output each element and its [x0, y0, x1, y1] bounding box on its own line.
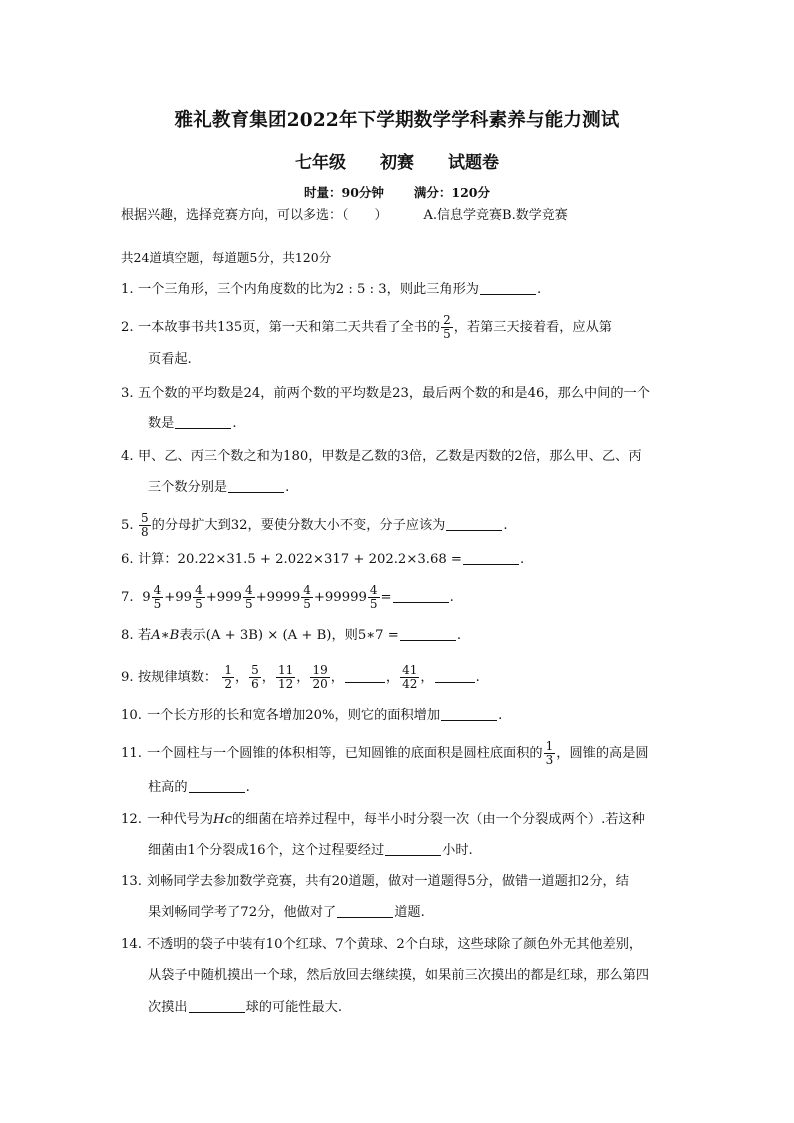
- round-label: 初赛: [380, 153, 414, 173]
- question-text: ，若第三天接着看，应从第: [453, 320, 612, 335]
- question-text: 细菌由1个分裂成16个，这个过程要经过: [148, 843, 385, 858]
- question-number: 12.: [121, 812, 142, 827]
- question-text: ，圆锥的高是圆: [556, 746, 649, 761]
- answer-blank[interactable]: [175, 414, 231, 429]
- question-number: 2.: [121, 320, 134, 335]
- question-text: 一个长方形的长和宽各增加20%，则它的面积增加: [147, 708, 441, 723]
- answer-blank[interactable]: [393, 588, 449, 603]
- question-number: 4.: [121, 449, 134, 464]
- question-1: [121, 280, 541, 300]
- denominator: 5: [303, 597, 311, 611]
- direction-line: [121, 204, 568, 223]
- denominator: 5: [195, 597, 203, 611]
- numerator: 2: [443, 313, 451, 327]
- question-number: 11.: [121, 746, 142, 761]
- question-11: [121, 740, 649, 767]
- question-text: 柱高的: [148, 780, 188, 795]
- fraction: [276, 664, 295, 691]
- equals-sign: =: [380, 590, 392, 605]
- punct: .: [498, 708, 503, 723]
- separator: ，: [330, 670, 344, 685]
- question-13-cont: [148, 903, 425, 923]
- fraction: [368, 584, 380, 611]
- separator: ，: [385, 670, 400, 685]
- denominator: 2: [224, 677, 232, 691]
- math-expression: A∗B: [151, 628, 180, 643]
- answer-blank[interactable]: [435, 668, 475, 683]
- question-14-cont2: [148, 998, 342, 1018]
- plus-sign: +: [164, 590, 176, 605]
- denominator: 8: [141, 525, 149, 539]
- punct: .: [475, 670, 480, 685]
- plus-sign: +: [255, 590, 267, 605]
- answer-blank[interactable]: [441, 706, 497, 721]
- question-number: 10.: [121, 708, 142, 723]
- denominator: 5: [369, 597, 378, 611]
- direction-text: 根据兴趣，选择竞赛方向，可以多选：（ ）: [121, 208, 388, 223]
- question-text: 三个数分别是: [148, 480, 228, 495]
- question-12-cont: [148, 841, 473, 861]
- question-number: 1.: [121, 282, 134, 297]
- punct: .: [245, 780, 250, 795]
- question-number: 13.: [121, 874, 142, 889]
- question-text: 若: [138, 628, 152, 643]
- question-2: [121, 314, 612, 341]
- fraction: [249, 664, 261, 691]
- fraction: [152, 584, 164, 611]
- fraction: [301, 584, 313, 611]
- question-11-cont: [148, 778, 250, 798]
- question-text: 表示(A + 3B) × (A + B)，则5∗7 =: [179, 628, 399, 643]
- exam-title: 雅礼教育集团2022年下学期数学学科素养与能力测试: [174, 110, 620, 131]
- fraction: [310, 664, 329, 691]
- question-14: [121, 935, 642, 955]
- question-text: 数是: [148, 416, 175, 431]
- separator: ，: [234, 670, 249, 685]
- numerator: 11: [277, 663, 294, 677]
- question-text: 的细菌在培养过程中，每半小时分裂一次（由一个分裂成两个）.若这种: [231, 812, 645, 827]
- question-number: 14.: [121, 937, 142, 952]
- fraction: [400, 664, 419, 691]
- denominator: 5: [153, 597, 162, 611]
- question-6: [121, 550, 524, 570]
- question-number: 9.: [121, 670, 134, 685]
- question-12: [121, 810, 645, 830]
- grade-label: 七年级: [295, 153, 346, 173]
- fraction: [441, 314, 453, 341]
- question-text: 不透明的袋子中装有10个红球、7个黄球、2个白球，这些球除了颜色外无其他差别，: [147, 937, 643, 952]
- numerator: 4: [369, 583, 378, 597]
- numerator: 4: [244, 583, 253, 597]
- plus-sign: +: [313, 590, 325, 605]
- paper-label: 试题卷: [448, 153, 499, 173]
- answer-blank[interactable]: [480, 280, 536, 295]
- separator: ，: [296, 670, 310, 685]
- fraction: [243, 584, 255, 611]
- mixed-whole: 999: [216, 590, 242, 605]
- denominator: 42: [402, 677, 418, 691]
- separator: ，: [261, 670, 275, 685]
- mixed-whole: 9999: [266, 590, 301, 605]
- numerator: 19: [312, 663, 328, 677]
- punct: .: [536, 282, 542, 297]
- question-2-cont: 页看起.: [148, 352, 192, 367]
- question-text: 五个数的平均数是24，前两个数的平均数是23，最后两个数的和是46，那么中间的一个: [138, 386, 650, 401]
- mixed-whole: 9: [142, 590, 151, 605]
- answer-blank[interactable]: [446, 516, 502, 531]
- question-4-cont: [148, 478, 289, 498]
- answer-blank[interactable]: [345, 668, 385, 683]
- fraction: [544, 740, 556, 767]
- numerator: 4: [195, 583, 203, 597]
- option-b: B.数学竞赛: [502, 208, 568, 223]
- answer-blank[interactable]: [385, 841, 441, 856]
- exam-meta: [0, 183, 794, 201]
- question-text: 一个圆柱与一个圆锥的体积相等，已知圆锥的底面积是圆柱底面积的: [147, 746, 543, 761]
- question-text: 甲、乙、丙三个数之和为180，甲数是乙数的3倍，乙数是丙数的2倍，那么甲、乙、丙: [138, 449, 642, 464]
- question-number: 6.: [121, 552, 134, 567]
- question-text: 一本故事书共135页，第一天和第二天共看了全书的: [138, 320, 441, 335]
- question-text: 计算：20.22×31.5 + 2.022×317 + 202.2×3.68 =: [138, 552, 462, 567]
- question-text: 果刘畅同学考了72分，他做对了: [148, 905, 337, 920]
- question-9: [121, 664, 480, 691]
- question-text: 小时.: [442, 843, 473, 858]
- numerator: 5: [141, 511, 149, 525]
- full-score: 满分：120分: [413, 185, 490, 200]
- question-7: [121, 584, 454, 611]
- bacteria-code: Hc: [212, 812, 232, 827]
- numerator: 1: [545, 739, 554, 753]
- question-number: 7.: [121, 590, 134, 605]
- denominator: 5: [244, 597, 253, 611]
- denominator: 12: [277, 677, 294, 691]
- option-a: A.信息学竞赛: [423, 208, 503, 223]
- separator: ，: [420, 670, 434, 685]
- question-14-cont1: 从袋子中随机摸出一个球，然后放回去继续摸，如果前三次摸出的都是红球，那么第四: [148, 968, 650, 983]
- answer-blank[interactable]: [400, 626, 456, 641]
- answer-blank[interactable]: [189, 778, 245, 793]
- numerator: 41: [402, 663, 418, 677]
- mixed-whole: 99999: [324, 590, 367, 605]
- numerator: 5: [251, 663, 259, 677]
- question-text: 按规律填数：: [138, 670, 218, 685]
- punct: .: [232, 416, 237, 431]
- punct: .: [285, 480, 290, 495]
- question-3-cont: [148, 414, 237, 434]
- question-text: 刘畅同学去参加数学竞赛，共有20道题，做对一道题得5分，做错一道题扣2分，结: [147, 874, 629, 889]
- denominator: 6: [251, 677, 259, 691]
- fraction: [222, 664, 234, 691]
- mixed-whole: 99: [175, 590, 193, 605]
- denominator: 5: [443, 327, 451, 341]
- question-10: [121, 706, 502, 726]
- time-limit: 时量：90分钟: [304, 185, 384, 200]
- question-text: 球的可能性最大.: [245, 1000, 343, 1015]
- answer-blank[interactable]: [463, 550, 519, 565]
- punct: .: [503, 518, 508, 533]
- question-text: 一种代号为: [147, 812, 213, 827]
- question-3: [121, 384, 650, 404]
- question-text: 道题.: [394, 905, 425, 920]
- question-number: 5.: [121, 518, 134, 533]
- numerator: 4: [153, 583, 162, 597]
- punct: .: [449, 590, 454, 605]
- answer-blank[interactable]: [189, 998, 245, 1013]
- question-8: [121, 626, 461, 646]
- denominator: 20: [312, 677, 328, 691]
- question-5: [121, 512, 508, 539]
- question-number: 3.: [121, 386, 134, 401]
- plus-sign: +: [205, 590, 217, 605]
- punct: .: [456, 628, 462, 643]
- fraction: [193, 584, 205, 611]
- fraction: [139, 512, 151, 539]
- numerator: 4: [303, 583, 311, 597]
- question-text: 一个三角形，三个内角度数的比为2 : 5 : 3，则此三角形为: [138, 282, 479, 297]
- question-number: 8.: [121, 628, 134, 643]
- numerator: 1: [224, 663, 232, 677]
- answer-blank[interactable]: [337, 903, 393, 918]
- exam-subtitle: [0, 148, 794, 173]
- question-text: 的分母扩大到32，要使分数大小不变，分子应该为: [151, 518, 446, 533]
- answer-blank[interactable]: [228, 478, 284, 493]
- section-instruction: 共24道填空题，每道题5分，共120分: [121, 250, 332, 265]
- punct: .: [519, 552, 525, 567]
- question-4: [121, 447, 642, 467]
- question-13: [121, 872, 629, 892]
- question-text: 次摸出: [148, 1000, 188, 1015]
- denominator: 3: [545, 753, 554, 767]
